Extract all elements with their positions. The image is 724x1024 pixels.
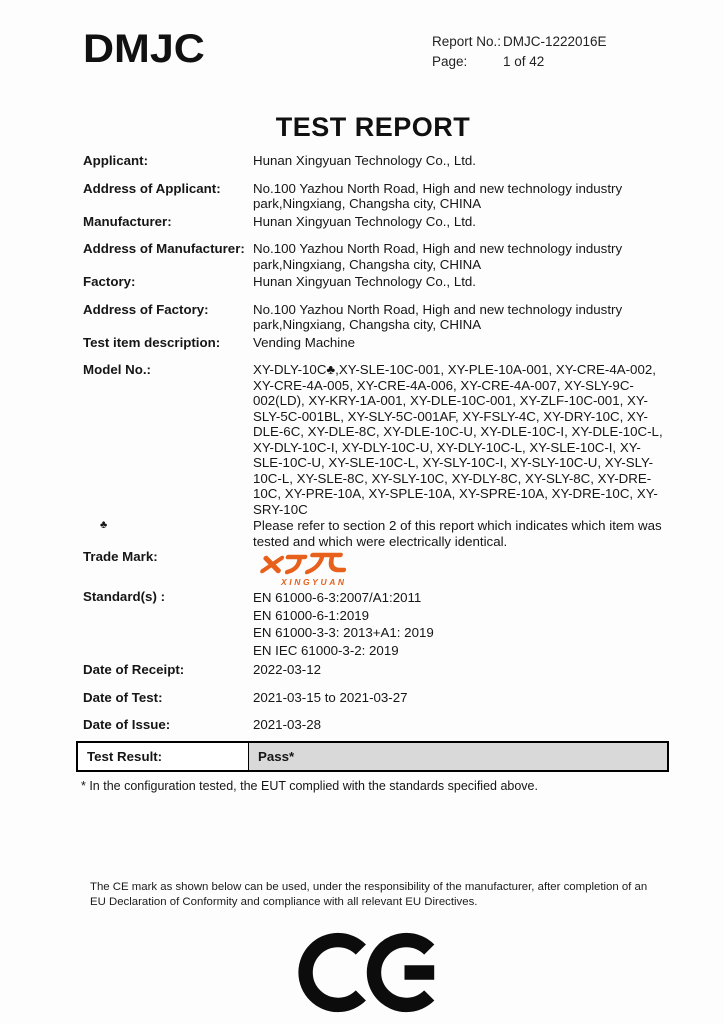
page-row bbox=[432, 52, 607, 72]
field-label: Test item description: bbox=[83, 334, 221, 350]
report-no-label: Report No.: bbox=[432, 34, 502, 49]
field-label: Address of Manufacturer: bbox=[83, 241, 245, 256]
field-label: Date of Issue: bbox=[83, 717, 171, 732]
model-no-list: XY-DLY-10C♣,XY-SLE-10C-001, XY-PLE-10A-001, XY-CRE-4A-002, XY-CRE-4A-005, XY-CRE-4A-006, XY-CRE-4A-007, XY-SLY-9C-002(LD), XY-KRY-1A-001, XY-DLE-10C-001, XY-ZLF-10C-001, XY-SLY-5C-001BL, XY-SLY-5C-001AF, XY-FSLY-4C, XY-DRY-10C, XY-DLE-6C, XY-DLE-8C, XY-DLE-10C-U, XY-DLE-10C-I, XY-DLE-10C-L, XY-DLY-10C-I, XY-DLY-10C-U, XY-DLY-10C-L, XY-SLE-10C-I, XY-SLE-10C-U, XY-SLE-10C-L, XY-SLY-10C-I, XY-SLY-10C-U, XY-SLY-10C-L, XY-SLE-8C, XY-SLY-10C, XY-DLY-8C, XY-SLY-8C, XY-DRE-10C, XY-PRE-10A, XY-SPLE-10A, XY-SPRE-10A, XY-DRE-10C, XY-SRY-10C bbox=[253, 362, 663, 517]
field-label: Manufacturer: bbox=[83, 213, 172, 229]
field-value: No.100 Yazhou North Road, High and new technology industry park,Ningxiang, Changsha city, CHINA bbox=[253, 180, 623, 211]
field-row-club-footnote bbox=[83, 518, 663, 549]
field-label: Address of Factory: bbox=[83, 301, 209, 317]
ce-mark-icon bbox=[298, 932, 448, 1013]
report-no-row bbox=[432, 32, 607, 52]
report-header bbox=[83, 28, 669, 88]
field-value: Hunan Xingyuan Technology Co., Ltd. bbox=[253, 153, 477, 168]
field-label: Applicant: bbox=[83, 153, 149, 168]
field-value: No.100 Yazhou North Road, High and new technology industry park,Ningxiang, Changsha city, CHINA bbox=[253, 241, 623, 272]
field-row-address-of-applicant bbox=[83, 181, 663, 212]
field-row-factory bbox=[83, 274, 663, 290]
ce-usage-note: The CE mark as shown below can be used, under the responsibility of the manufacturer, after completion of an EU Declaration of Conformity and compliance with all relevant EU Directives. bbox=[90, 880, 648, 908]
field-label: Factory: bbox=[83, 274, 136, 289]
test-result-table bbox=[76, 741, 669, 772]
field-value: Hunan Xingyuan Technology Co., Ltd. bbox=[253, 213, 477, 229]
xingyuan-logo-icon bbox=[253, 549, 357, 589]
field-row-date-of-issue bbox=[83, 717, 663, 733]
field-value: 2021-03-15 to 2021-03-27 bbox=[253, 689, 408, 705]
field-row-address-of-factory bbox=[83, 302, 663, 333]
club-marker-icon: ♣ bbox=[100, 519, 108, 531]
page-value: 1 of 42 bbox=[503, 53, 545, 69]
xingyuan-logo-subtext: XINGYUAN bbox=[281, 577, 347, 587]
field-rows bbox=[83, 153, 663, 1018]
field-value: Vending Machine bbox=[253, 334, 356, 350]
report-no-value: DMJC-1222016E bbox=[503, 34, 607, 49]
field-label: Standard(s) : bbox=[83, 589, 166, 604]
report-meta bbox=[432, 32, 607, 71]
field-row-applicant bbox=[83, 153, 663, 169]
field-label: Model No.: bbox=[83, 362, 151, 377]
field-row-manufacturer bbox=[83, 214, 663, 230]
field-value: No.100 Yazhou North Road, High and new technology industry park,Ningxiang, Changsha city, CHINA bbox=[253, 301, 623, 332]
page-label: Page: bbox=[432, 53, 468, 69]
field-value: 2021-03-28 bbox=[253, 717, 322, 732]
field-value: Hunan Xingyuan Technology Co., Ltd. bbox=[253, 274, 477, 289]
field-row-date-of-test bbox=[83, 690, 663, 706]
standard-line: EN 61000-6-3:2007/A1:2011 bbox=[253, 590, 422, 605]
field-label: Address of Applicant: bbox=[83, 180, 221, 196]
trade-mark-value bbox=[253, 549, 663, 589]
standard-line: EN IEC 61000-3-2: 2019 bbox=[253, 642, 399, 658]
field-row-date-of-receipt bbox=[83, 662, 663, 678]
field-label: Date of Receipt: bbox=[83, 662, 185, 677]
xingyuan-trademark-logo bbox=[253, 549, 663, 589]
result-footnote: * In the configuration tested, the EUT complied with the standards specified above. bbox=[81, 778, 538, 793]
field-row-test-item-description bbox=[83, 335, 663, 351]
page-title: TEST REPORT bbox=[275, 112, 471, 142]
report-body bbox=[83, 112, 663, 1018]
field-label: Trade Mark: bbox=[83, 549, 158, 564]
standard-line: EN 61000-3-3: 2013+A1: 2019 bbox=[253, 625, 434, 640]
field-row-address-of-manufacturer bbox=[83, 241, 663, 272]
test-result-label: Test Result: bbox=[78, 743, 249, 770]
ce-mark-container bbox=[83, 932, 663, 1018]
field-row-model-no bbox=[83, 362, 663, 517]
standards-list bbox=[253, 589, 663, 659]
field-value: 2022-03-12 bbox=[253, 662, 322, 677]
test-result-value: Pass* bbox=[249, 743, 667, 770]
field-row-standards bbox=[83, 589, 663, 659]
field-row-trade-mark bbox=[83, 549, 663, 589]
club-footnote-text: Please refer to section 2 of this report which indicates which item was tested and which were electrically identical. bbox=[253, 518, 662, 549]
standard-line: EN 61000-6-1:2019 bbox=[253, 607, 370, 623]
field-label: Date of Test: bbox=[83, 689, 163, 705]
dmjc-logo: DMJC bbox=[83, 27, 205, 72]
